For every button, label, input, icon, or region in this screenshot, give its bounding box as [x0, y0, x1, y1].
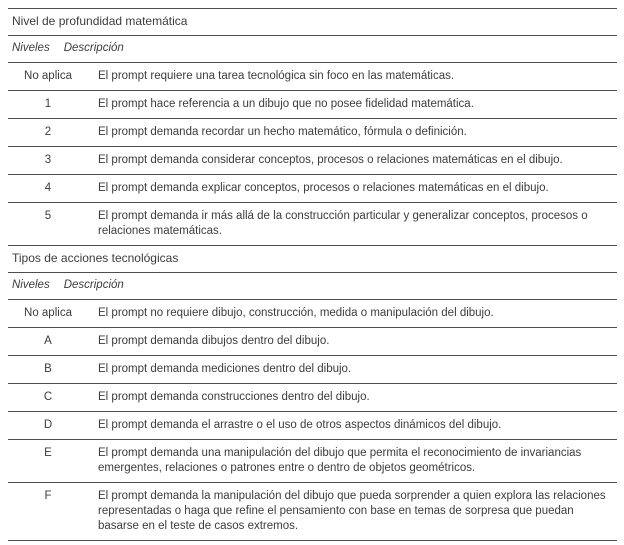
table-row	[8, 147, 617, 175]
table-row	[8, 440, 617, 483]
level-cell: A	[44, 335, 52, 347]
table-row	[8, 384, 617, 412]
description-cell: El prompt demanda el arrastre o el uso de otros aspectos dinámicos del dibujo.	[98, 419, 502, 431]
description-cell: El prompt demanda explicar conceptos, procesos o relaciones matemáticas en el dibujo.	[98, 182, 549, 194]
description-cell: El prompt demanda la manipulación del dibujo que pueda sorprender a quien explora las relaciones representadas o haga que refine el pensamiento con base en temas de sorpresa que puedan basarse en el teste de casos extremos.	[98, 490, 606, 532]
description-cell: El prompt demanda una manipulación del dibujo que permita el reconocimiento de invariancias emergentes, relaciones o patrones entre o dentro de objetos geométricos.	[98, 447, 582, 474]
rubric-tables	[8, 8, 617, 541]
level-cell: 2	[44, 126, 52, 138]
level-cell: 4	[44, 182, 52, 194]
description-cell: El prompt demanda considerar conceptos, procesos o relaciones matemáticas en el dibujo.	[98, 154, 563, 166]
table-row	[8, 356, 617, 384]
table-row	[8, 483, 617, 541]
table-row	[8, 412, 617, 440]
column-header-row	[8, 273, 617, 300]
level-cell: F	[44, 490, 52, 502]
description-cell: El prompt hace referencia a un dibujo que no posee fidelidad matemática.	[98, 98, 474, 110]
table-row	[8, 63, 617, 91]
table-row	[8, 91, 617, 119]
column-header-descripcion: Descripción	[63, 42, 124, 54]
column-header-niveles: Niveles	[12, 279, 50, 291]
table-row	[8, 119, 617, 147]
description-cell: El prompt demanda recordar un hecho matemático, fórmula o definición.	[98, 126, 467, 138]
section-title-actions: Tipos de acciones tecnológicas	[8, 246, 617, 273]
column-header-niveles: Niveles	[12, 42, 50, 54]
column-header-descripcion: Descripción	[63, 279, 124, 291]
description-cell: El prompt requiere una tarea tecnológica sin foco en las matemáticas.	[98, 70, 455, 82]
column-header-row	[8, 36, 617, 63]
level-cell: 5	[44, 210, 52, 222]
level-cell: E	[44, 447, 52, 459]
level-cell: C	[43, 391, 53, 403]
description-cell: El prompt demanda construcciones dentro del dibujo.	[98, 391, 370, 403]
level-cell: B	[44, 363, 52, 375]
description-cell: El prompt no requiere dibujo, construcción, medida o manipulación del dibujo.	[98, 307, 494, 319]
table-row	[8, 203, 617, 246]
level-cell: No aplica	[24, 70, 72, 82]
description-cell: El prompt demanda ir más allá de la construcción particular y generalizar conceptos, procesos o relaciones matemáticas.	[98, 210, 588, 237]
table-row	[8, 175, 617, 203]
level-cell: 3	[44, 154, 52, 166]
section-title-depth: Nivel de profundidad matemática	[8, 9, 617, 36]
description-cell: El prompt demanda mediciones dentro del dibujo.	[98, 363, 352, 375]
table-row	[8, 328, 617, 356]
level-cell: No aplica	[24, 307, 72, 319]
level-cell: 1	[44, 98, 52, 110]
level-cell: D	[43, 419, 53, 431]
description-cell: El prompt demanda dibujos dentro del dibujo.	[98, 335, 330, 347]
table-row	[8, 300, 617, 328]
